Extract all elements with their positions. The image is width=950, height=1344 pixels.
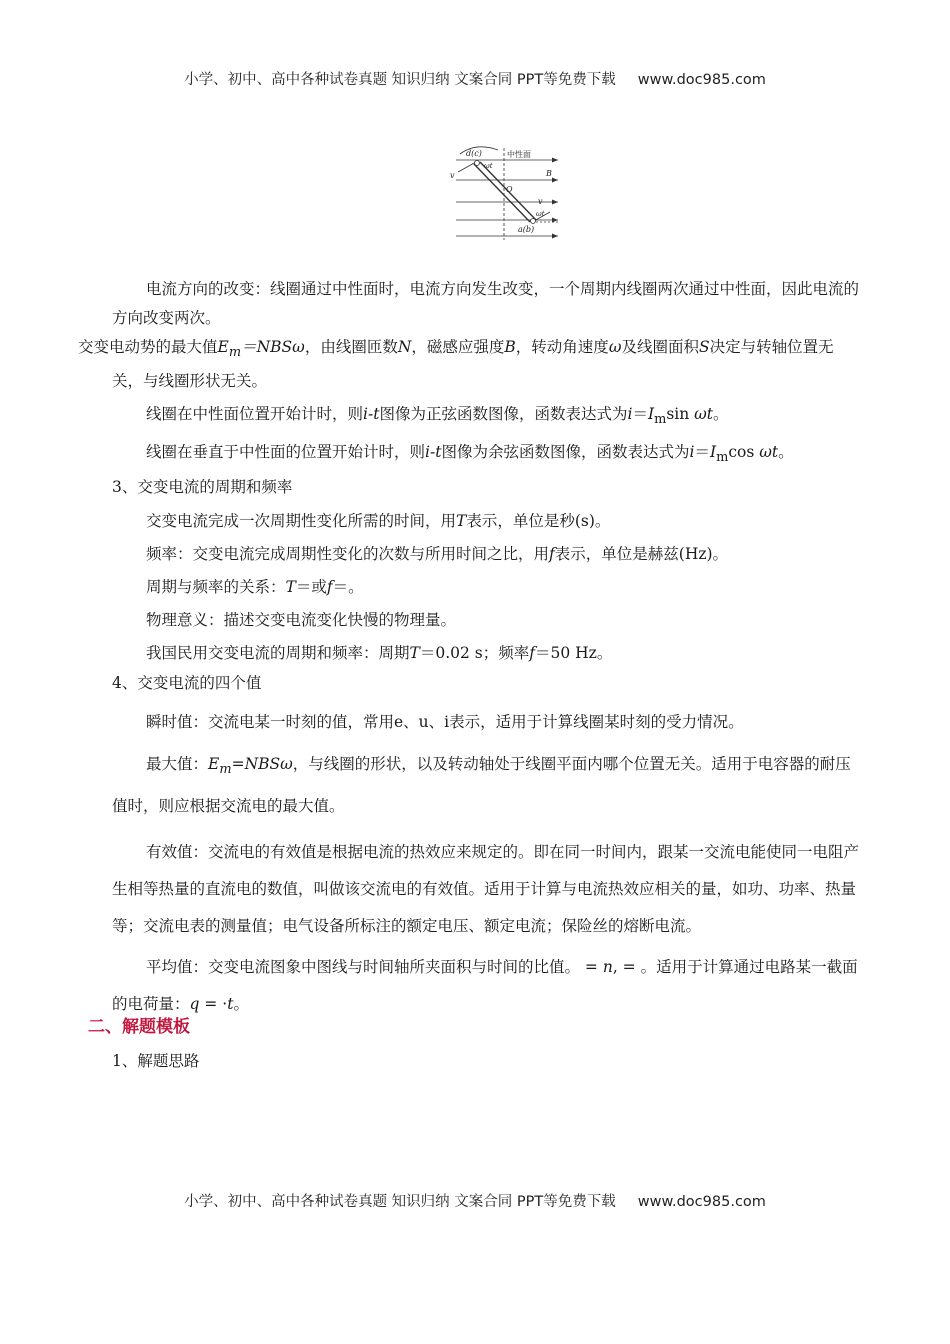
coil-side-a	[474, 164, 530, 222]
paragraph-average: 平均值：交变电流图象中图线与时间轴所夹面积与时间的比值。 = n, = 。适用于计算通过电路某一截面的电荷量：q = ·t。	[112, 958, 858, 1014]
main-content	[78, 275, 864, 1023]
label-ab: a(b)	[518, 225, 535, 234]
label-omega-t-top: ωt	[484, 162, 493, 170]
label-B: B	[546, 169, 552, 178]
paragraph-physical-meaning: 物理意义：描述交变电流变化快慢的物理量。	[146, 611, 457, 630]
footer-text: 小学、初中、高中各种试卷真题 知识归纳 文案合同 PPT等免费下载	[184, 1194, 616, 1210]
page-header	[0, 68, 950, 89]
label-v-right: v	[538, 197, 543, 206]
label-O: O	[506, 185, 513, 194]
footer-site[interactable]: www.doc985.com	[637, 1194, 766, 1210]
label-dc: d(c)	[466, 149, 482, 158]
label-neutral-plane: 中性面	[507, 150, 531, 159]
header-site[interactable]: www.doc985.com	[637, 72, 766, 88]
paragraph-sine-start: 线圈在中性面位置开始计时，则i-t图像为正弦函数图像，函数表达式为$i=I_m\sin$ ωt。	[146, 405, 729, 428]
paragraph-frequency-def: 频率：交变电流完成周期性变化的次数与所用时间之比，用f表示，单位是赫兹(Hz)。	[146, 545, 729, 564]
heading-four-values: 4、交变电流的四个值	[112, 674, 262, 693]
coil-rotation-figure	[446, 142, 564, 242]
paragraph-effective: 有效值：交流电的有效值是根据电流的热效应来规定的。即在同一时间内，跟某一交流电能使同一电阻产生相等热量的直流电的数值，叫做该交流电的有效值。适用于计算与电流热效应相关的量，如功、功率、热量等；交流电表的测量值；电气设备所标注的额定电压、额定电流；保险丝的熔断电流。	[112, 843, 860, 936]
paragraph-current-direction: 电流方向的改变：线圈通过中性面时，电流方向发生改变，一个周期内线圈两次通过中性面，因此电流的方向改变两次。	[112, 280, 860, 327]
label-v-left: v	[450, 171, 455, 180]
paragraph-max-emf: 交变电动势的最大值$E_m=NBS\omega$，由线圈匝数N，磁感应强度B，转动角速度ω及线圈面积S决定与转轴位置无关，与线圈形状无关。	[78, 338, 834, 391]
label-omega-t-bottom: ωt	[536, 210, 545, 218]
velocity-vector-1	[458, 162, 476, 172]
paragraph-period-frequency-relation: 周期与频率的关系：T＝或f＝。	[146, 578, 364, 597]
header-text: 小学、初中、高中各种试卷真题 知识归纳 文案合同 PPT等免费下载	[184, 72, 616, 88]
paragraph-cosine-start: 线圈在垂直于中性面的位置开始计时，则i-t图像为余弦函数图像，函数表达式为$i=I_m\cos$ ωt。	[146, 443, 794, 466]
paragraph-mains-values: 我国民用交变电流的周期和频率：周期T＝0.02 s；频率f＝50 Hz。	[146, 644, 613, 663]
paragraph-period-def: 交变电流完成一次周期性变化所需的时间，用T表示，单位是秒(s)。	[146, 512, 611, 531]
section-title-solution-template: 二、解题模板	[88, 1017, 190, 1037]
page-footer	[0, 1190, 950, 1211]
paragraph-maximum: 最大值：$E_m=NBS\omega$，与线圈的形状，以及转动轴处于线圈平面内哪个位置无关。适用于电容器的耐压值时，则应根据交流电的最大值。	[112, 755, 851, 816]
subsection-solution-approach: 1、解题思路	[112, 1052, 200, 1070]
heading-period-frequency: 3、交变电流的周期和频率	[112, 478, 293, 497]
paragraph-instantaneous: 瞬时值：交流电某一时刻的值，常用e、u、i表示，适用于计算线圈某时刻的受力情况。	[146, 713, 744, 732]
